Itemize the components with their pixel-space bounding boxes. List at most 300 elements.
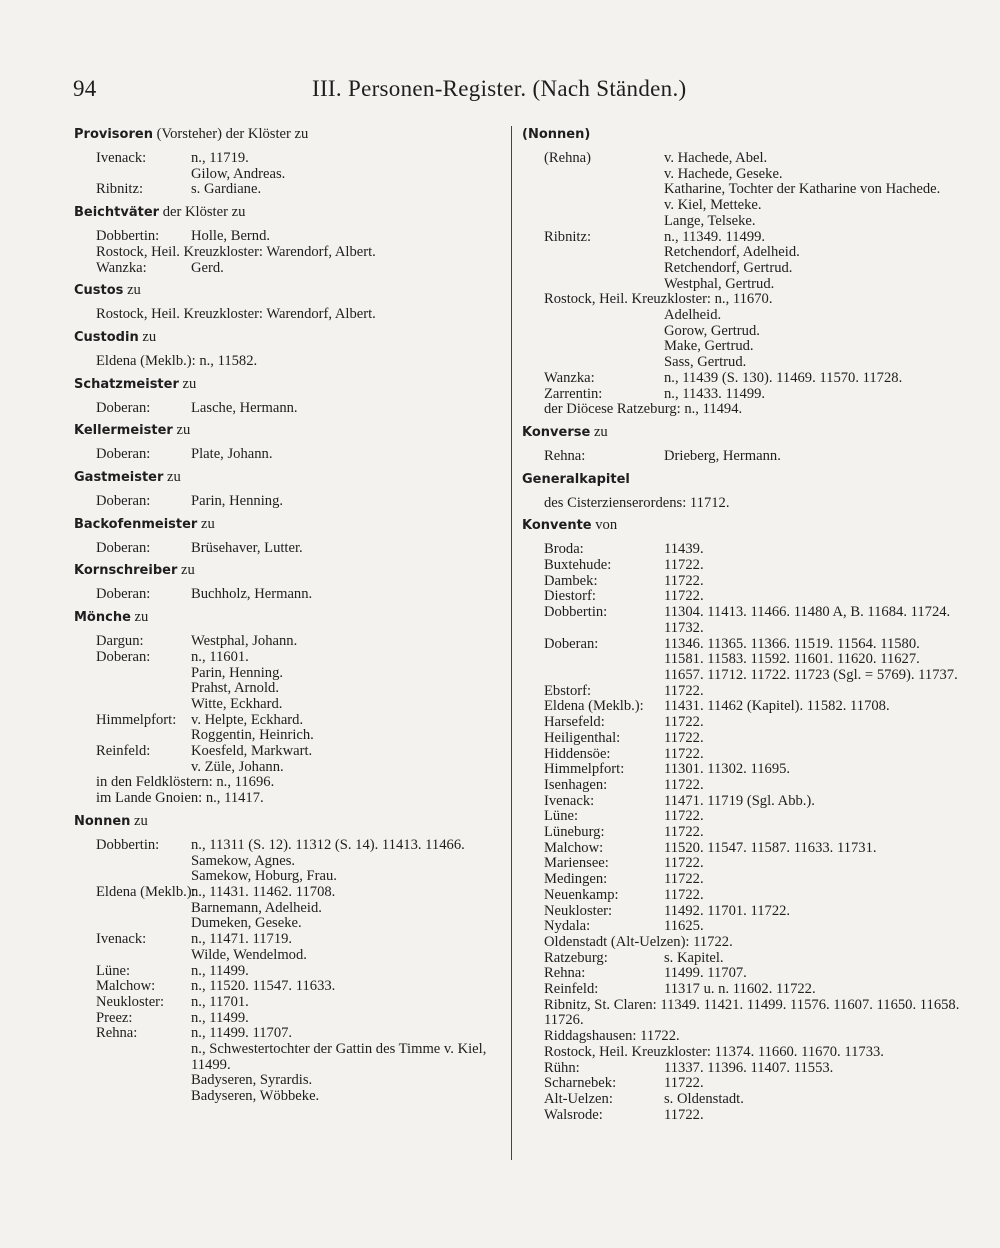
- index-row: [74, 587, 506, 603]
- entry-list: [191, 838, 506, 885]
- entry-list: [664, 919, 962, 935]
- entry-list: [664, 747, 962, 763]
- entry: 11722.: [664, 886, 704, 903]
- entry: Samekow, Hoburg, Frau.: [191, 868, 337, 885]
- place-name: Reinfeld:: [544, 981, 599, 998]
- entry: Brüsehaver, Lutter.: [191, 539, 303, 556]
- entry: 11722.: [664, 1075, 704, 1092]
- place-name: Rehna:: [544, 965, 586, 982]
- index-row: [522, 574, 962, 590]
- entry: Plate, Johann.: [191, 446, 273, 463]
- index-row: [522, 888, 962, 904]
- index-line-text: Ribnitz, St. Claren: 11349. 11421. 11499. 11576. 11607. 11650. 11658. 11726.: [544, 996, 960, 1029]
- section-body: [74, 634, 506, 807]
- entry: v. Züle, Johann.: [191, 758, 284, 775]
- section-body: [74, 354, 506, 370]
- index-line: der Diöcese Ratzeburg: n., 11494.: [544, 401, 743, 418]
- entry: 11431. 11462 (Kapitel). 11582. 11708.: [664, 698, 890, 715]
- section-title: Konverse: [522, 424, 591, 440]
- entry-list: [191, 979, 506, 995]
- index-row: [522, 856, 962, 872]
- entry: 11722.: [664, 776, 704, 793]
- entry: n., 11601.: [191, 648, 249, 665]
- entry-list: [664, 542, 962, 558]
- index-row: [522, 825, 962, 841]
- entry-list: [191, 1011, 506, 1027]
- entry: n., 11433. 11499.: [664, 385, 766, 402]
- index-row: [74, 964, 506, 980]
- index-row: [522, 1076, 962, 1092]
- entry: 11499. 11707.: [664, 965, 747, 982]
- entry: 11471. 11719 (Sgl. Abb.).: [664, 792, 815, 809]
- entry: 11317 u. n. 11602. 11722.: [664, 981, 816, 998]
- section-title: Schatzmeister: [74, 376, 179, 392]
- entry: Parin, Henning.: [191, 493, 284, 510]
- section-body: [74, 151, 506, 198]
- place-name: Hiddensöe:: [544, 745, 611, 762]
- index-row: [74, 401, 506, 417]
- index-line: [522, 998, 962, 1029]
- entry-list: [191, 541, 506, 557]
- index-row: [522, 872, 962, 888]
- index-row: [522, 230, 962, 293]
- section-suffix: zu: [163, 469, 181, 486]
- entry: 11439.: [664, 541, 704, 558]
- section-body: [74, 494, 506, 510]
- index-row: [522, 747, 962, 763]
- entry: Samekow, Agnes.: [191, 852, 296, 869]
- entry: n., 11719.: [191, 150, 249, 166]
- entry-list: [191, 1026, 506, 1105]
- index-row: [522, 684, 962, 700]
- section-title: Beichtväter: [74, 205, 160, 221]
- place-name: Dambek:: [544, 572, 598, 589]
- entry: Adelheid.: [664, 307, 722, 324]
- entry: Lasche, Hermann.: [191, 399, 298, 416]
- index-section: [74, 422, 506, 463]
- entry-list: [664, 308, 962, 371]
- index-row: [522, 715, 962, 731]
- index-line: im Lande Gnoien: n., 11417.: [96, 790, 264, 807]
- index-row: [522, 589, 962, 605]
- index-row: [522, 387, 962, 403]
- place-name: Nydala:: [544, 918, 591, 935]
- section-title: Gastmeister: [74, 470, 164, 486]
- entry: 11301. 11302. 11695.: [664, 761, 791, 778]
- column-divider: [511, 126, 512, 1160]
- entry: Make, Gertrud.: [664, 338, 754, 355]
- entry-list: [664, 605, 962, 636]
- entry: 11722.: [664, 729, 704, 746]
- place-name: Malchow:: [96, 978, 156, 995]
- place-name: Himmelpfort:: [544, 761, 625, 778]
- entry: n., 11701.: [191, 993, 249, 1010]
- entry: 11722.: [664, 572, 704, 589]
- entry: 11520. 11547. 11587. 11633. 11731.: [664, 839, 877, 856]
- index-section: [74, 609, 506, 807]
- entry: n., 11471. 11719.: [191, 931, 293, 948]
- entry-list: [664, 731, 962, 747]
- index-section: [74, 204, 506, 276]
- entry-list: [664, 904, 962, 920]
- entry: v. Kiel, Metteke.: [664, 197, 762, 214]
- place-name: Himmelpfort:: [96, 711, 177, 728]
- index-row: [522, 637, 962, 684]
- index-line: Rostock, Heil. Kreuzkloster: n., 11670.: [544, 291, 773, 308]
- section-heading: [522, 517, 962, 534]
- index-row: [522, 794, 962, 810]
- section-title: (Nonnen): [522, 127, 591, 142]
- entry: Badyseren, Wöbbeke.: [191, 1088, 320, 1105]
- section-title: Mönche: [74, 610, 131, 626]
- entry-list: [664, 449, 962, 465]
- entry: n., 11499.: [191, 1009, 249, 1026]
- entry: Westphal, Gertrud.: [664, 275, 775, 292]
- index-row: [74, 634, 506, 650]
- place-name: Doberan:: [96, 648, 151, 665]
- place-name: Rehna:: [544, 447, 586, 464]
- index-line: Eldena (Meklb.): n., 11582.: [96, 352, 258, 369]
- index-row: [522, 308, 962, 371]
- index-line: Oldenstadt (Alt-Uelzen): 11722.: [544, 933, 733, 950]
- place-name: Neuenkamp:: [544, 886, 619, 903]
- entry: Wilde, Wendelmod.: [191, 946, 307, 963]
- page-title: III. Personen-Register. (Nach Ständen.): [312, 76, 687, 101]
- index-row: [74, 885, 506, 932]
- entry: n., Schwestertochter der Gattin des Timme v. Kiel, 11499.: [191, 1041, 487, 1073]
- entry-list: [664, 982, 962, 998]
- place-name: Neukloster:: [544, 902, 613, 919]
- index-row: [74, 1011, 506, 1027]
- place-name: Harsefeld:: [544, 714, 605, 731]
- entry: Barnemann, Adelheid.: [191, 899, 322, 916]
- section-heading: [74, 204, 506, 221]
- section-suffix: von: [591, 517, 618, 534]
- section-title: Generalkapitel: [522, 471, 630, 487]
- entry: n., 11431. 11462. 11708.: [191, 883, 336, 900]
- entry-list: [664, 966, 962, 982]
- place-name: Broda:: [544, 541, 584, 558]
- section-body: [74, 401, 506, 417]
- entry-list: [664, 637, 962, 684]
- section-heading: [74, 469, 506, 486]
- place-name: Ratzeburg:: [544, 949, 608, 966]
- place-name: Walsrode:: [544, 1106, 603, 1123]
- entry: Westphal, Johann.: [191, 633, 298, 650]
- index-row: [522, 731, 962, 747]
- entry: v. Hachede, Abel.: [664, 150, 768, 166]
- place-name: Preez:: [96, 1009, 133, 1026]
- place-name: Rühn:: [544, 1059, 580, 1076]
- entry: 11492. 11701. 11722.: [664, 902, 791, 919]
- index-line: Rostock, Heil. Kreuzkloster: Warendorf, Albert.: [96, 306, 376, 323]
- entry: Holle, Bernd.: [191, 228, 271, 245]
- section-suffix: (Vorsteher) der Klöster zu: [152, 126, 309, 142]
- index-section: [522, 471, 962, 512]
- index-row: [522, 982, 962, 998]
- index-row: [522, 778, 962, 794]
- place-name: Scharnebek:: [544, 1075, 617, 1092]
- place-name: Buxtehude:: [544, 557, 612, 574]
- index-row: [522, 951, 962, 967]
- index-row: [522, 449, 962, 465]
- entry: 11722.: [664, 808, 704, 825]
- index-row: [522, 904, 962, 920]
- entry: 11625.: [664, 918, 704, 935]
- index-row: [74, 744, 506, 775]
- place-name: (Rehna): [544, 150, 592, 166]
- section-heading: [74, 329, 506, 346]
- index-row: [74, 151, 506, 182]
- entry: Drieberg, Hermann.: [664, 447, 781, 464]
- place-name: Eldena (Meklb.):: [544, 698, 644, 715]
- entry: 11722.: [664, 682, 704, 699]
- place-name: Doberan:: [96, 586, 151, 603]
- place-name: Doberan:: [96, 446, 151, 463]
- index-line: Riddagshausen: 11722.: [544, 1028, 680, 1045]
- index-section: [74, 329, 506, 370]
- section-heading: [74, 126, 506, 143]
- index-row: [74, 995, 506, 1011]
- entry: Sass, Gertrud.: [664, 354, 747, 371]
- right-column: [522, 126, 962, 1123]
- entry: Badyseren, Syrardis.: [191, 1072, 313, 1089]
- section-heading: [522, 424, 962, 441]
- section-title: Custodin: [74, 329, 139, 345]
- index-row: [522, 699, 962, 715]
- entry-list: [191, 650, 506, 713]
- entry-list: [191, 229, 506, 245]
- section-title: Kornschreiber: [74, 563, 178, 579]
- index-section: [74, 282, 506, 323]
- section-heading: [74, 813, 506, 830]
- section-body: [74, 447, 506, 463]
- index-line: des Cisterzienserordens: 11712.: [544, 494, 730, 511]
- entry: 11722.: [664, 745, 704, 762]
- entry-list: [191, 885, 506, 932]
- place-name: Lüneburg:: [544, 824, 605, 841]
- section-title: Kellermeister: [74, 423, 173, 439]
- entry: Buchholz, Hermann.: [191, 586, 313, 603]
- place-name: Ivenack:: [96, 150, 147, 166]
- section-suffix: zu: [172, 422, 191, 439]
- index-row: [74, 182, 506, 198]
- entry-list: [191, 401, 506, 417]
- entry: n., 11520. 11547. 11633.: [191, 978, 336, 995]
- entry-list: [664, 699, 962, 715]
- section-suffix: zu: [197, 515, 215, 532]
- section-body: [522, 496, 962, 512]
- section-title: Backofenmeister: [74, 516, 198, 532]
- place-name: Reinfeld:: [96, 743, 151, 760]
- index-row: [522, 1108, 962, 1124]
- index-row: [74, 541, 506, 557]
- entry: Gerd.: [191, 259, 224, 276]
- entry-list: [191, 151, 506, 182]
- place-name: Dobbertin:: [96, 836, 160, 853]
- index-row: [522, 919, 962, 935]
- entry: Roggentin, Heinrich.: [191, 727, 314, 744]
- entry: s. Oldenstadt.: [664, 1090, 744, 1107]
- index-row: [74, 494, 506, 510]
- section-body: [522, 449, 962, 465]
- entry: Retchendorf, Adelheid.: [664, 244, 800, 261]
- entry-list: [664, 872, 962, 888]
- entry-list: [664, 715, 962, 731]
- entry-list: [191, 587, 506, 603]
- section-suffix: zu: [130, 609, 149, 626]
- place-name: Medingen:: [544, 871, 608, 888]
- place-name: Mariensee:: [544, 855, 609, 872]
- place-name: Ebstorf:: [544, 682, 592, 699]
- place-name: Heiligenthal:: [544, 729, 621, 746]
- entry-list: [664, 778, 962, 794]
- index-row: [74, 932, 506, 963]
- place-name: Alt-Uelzen:: [544, 1090, 613, 1107]
- entry-list: [664, 1076, 962, 1092]
- index-row: [522, 841, 962, 857]
- index-row: [522, 558, 962, 574]
- place-name: Ribnitz:: [96, 181, 144, 198]
- section-suffix: zu: [138, 328, 157, 345]
- index-row: [522, 966, 962, 982]
- index-section: [74, 126, 506, 198]
- place-name: Malchow:: [544, 839, 604, 856]
- section-suffix: zu: [177, 562, 195, 579]
- entry-list: [664, 371, 962, 387]
- section-title: Provisoren: [74, 127, 153, 142]
- index-row: [522, 1061, 962, 1077]
- entry-list: [664, 1061, 962, 1077]
- place-name: Ivenack:: [96, 931, 147, 948]
- entry: 11722.: [664, 714, 704, 731]
- section-body: [74, 587, 506, 603]
- entry: 11722.: [664, 588, 704, 605]
- place-name: Lüne:: [544, 808, 579, 825]
- entry: Dumeken, Geseke.: [191, 915, 302, 932]
- place-name: Doberan:: [96, 493, 151, 510]
- entry-list: [191, 634, 506, 650]
- index-section: [74, 376, 506, 417]
- section-suffix: zu: [178, 375, 197, 392]
- section-title: Konvente: [522, 518, 592, 534]
- index-row: [522, 809, 962, 825]
- index-row: [522, 1092, 962, 1108]
- index-row: [522, 542, 962, 558]
- index-row: [74, 838, 506, 885]
- entry-list: [664, 841, 962, 857]
- entry: n., 11499.: [191, 962, 249, 979]
- place-name: Ivenack:: [544, 792, 595, 809]
- entry: Gilow, Andreas.: [191, 165, 286, 182]
- index-row: [74, 261, 506, 277]
- entry-list: [191, 964, 506, 980]
- index-section: [74, 562, 506, 603]
- entry-list: [664, 589, 962, 605]
- index-line: in den Feldklöstern: n., 11696.: [96, 774, 275, 791]
- entry-list: [664, 387, 962, 403]
- entry: 11722.: [664, 871, 704, 888]
- entry-list: [191, 261, 506, 277]
- index-section: [522, 126, 962, 418]
- section-suffix: zu: [130, 812, 148, 829]
- place-name: Zarrentin:: [544, 385, 603, 402]
- entry: n., 11499. 11707.: [191, 1025, 293, 1042]
- entry: 11337. 11396. 11407. 11553.: [664, 1059, 834, 1076]
- place-name: Isenhagen:: [544, 776, 608, 793]
- entry-list: [664, 230, 962, 293]
- section-title: Custos: [74, 283, 124, 299]
- index-row: [74, 229, 506, 245]
- entry: s. Kapitel.: [664, 949, 724, 966]
- entry-list: [191, 494, 506, 510]
- section-body: [74, 541, 506, 557]
- section-body: [74, 838, 506, 1105]
- place-name: Dargun:: [96, 633, 144, 650]
- place-name: [522, 308, 664, 371]
- entry: 11304. 11413. 11466. 11480 A, B. 11684. 11724. 11732.: [664, 604, 951, 636]
- section-heading: [74, 422, 506, 439]
- index-row: [522, 605, 962, 636]
- section-body: [522, 542, 962, 1123]
- index-row: [522, 371, 962, 387]
- left-column: [74, 126, 506, 1105]
- entry: Katharine, Tochter der Katharine von Hachede.: [664, 181, 941, 198]
- entry: Witte, Eckhard.: [191, 695, 283, 712]
- index-section: [74, 516, 506, 557]
- page-number: 94: [73, 76, 97, 101]
- place-name: Wanzka:: [96, 259, 147, 276]
- index-line: Rostock, Heil. Kreuzkloster: Warendorf, Albert.: [96, 243, 376, 260]
- entry-list: [664, 888, 962, 904]
- section-heading: [74, 516, 506, 533]
- entry: Prahst, Arnold.: [191, 680, 279, 697]
- index-section: [522, 517, 962, 1123]
- entry-list: [664, 856, 962, 872]
- index-section: [74, 469, 506, 510]
- place-name: Dobbertin:: [544, 604, 608, 621]
- section-heading: [522, 126, 962, 143]
- entry: 11346. 11365. 11366. 11519. 11564. 11580. 11581. 11583. 11592. 11601. 11620. 11627. 11657. 11712. 11722. 11723 (Sgl. = 5769). 11737.: [664, 635, 958, 683]
- entry-list: [664, 809, 962, 825]
- place-name: Dobbertin:: [96, 228, 160, 245]
- index-row: [74, 713, 506, 744]
- index-section: [74, 813, 506, 1105]
- index-row: [522, 762, 962, 778]
- place-name: Ribnitz:: [544, 228, 592, 245]
- place-name: Neukloster:: [96, 993, 165, 1010]
- entry-list: [664, 1092, 962, 1108]
- entry-list: [191, 744, 506, 775]
- entry: Lange, Telseke.: [664, 212, 756, 229]
- section-heading: [74, 562, 506, 579]
- place-name: Doberan:: [544, 635, 599, 652]
- entry-list: [664, 1108, 962, 1124]
- entry: Parin, Henning.: [191, 664, 284, 681]
- place-name: Doberan:: [96, 399, 151, 416]
- entry-list: [664, 684, 962, 700]
- entry: 11722.: [664, 1106, 704, 1123]
- entry: n., 11439 (S. 130). 11469. 11570. 11728.: [664, 369, 903, 386]
- place-name: Rehna:: [96, 1025, 138, 1042]
- place-name: Diestorf:: [544, 588, 596, 605]
- entry-list: [664, 762, 962, 778]
- section-heading: [74, 282, 506, 299]
- entry-list: [664, 151, 962, 230]
- entry: Retchendorf, Gertrud.: [664, 259, 793, 276]
- entry: Gorow, Gertrud.: [664, 322, 760, 339]
- section-heading: [522, 471, 962, 488]
